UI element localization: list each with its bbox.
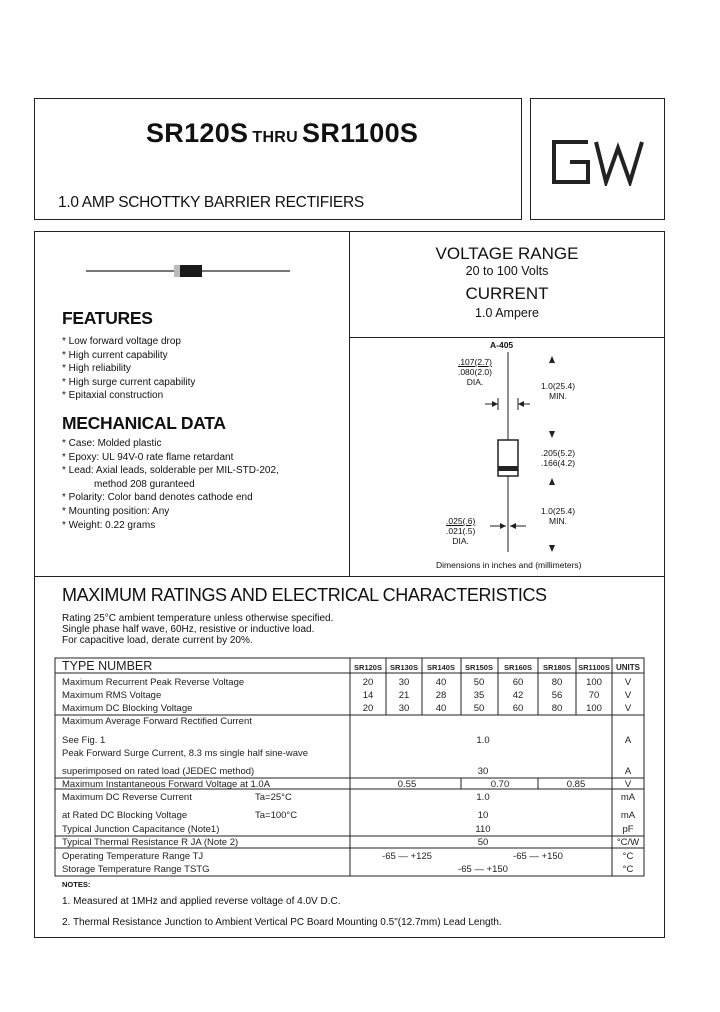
cell-unit: °C — [622, 851, 634, 862]
cell: 50 — [473, 677, 485, 688]
cell-unit: mA — [620, 810, 636, 821]
list-item: * Epoxy: UL 94V-0 rate flame retardant — [62, 451, 234, 463]
row-label: Typical Thermal Resistance R JA (Note 2) — [62, 837, 239, 848]
cell-unit: V — [624, 677, 632, 688]
row-label: Maximum Recurrent Peak Reverse Voltage — [62, 677, 245, 688]
note-1: 1. Measured at 1MHz and applied reverse voltage of 4.0V D.C. — [62, 896, 341, 907]
cell: 110 — [475, 824, 491, 835]
dim-text: .080(2.0) — [457, 367, 492, 377]
cell: 0.85 — [566, 779, 586, 790]
cell-unit: V — [624, 703, 632, 714]
note-line: Rating 25°C ambient temperature unless otherwise specified. — [62, 613, 334, 624]
cell: 30 — [398, 703, 410, 714]
cell: 100 — [586, 703, 602, 714]
cell: 1.0 — [476, 792, 490, 803]
cell-unit: mA — [620, 792, 636, 803]
cell: 80 — [551, 703, 563, 714]
cell: 0.55 — [397, 779, 417, 790]
list-item: * Lead: Axial leads, solderable per MIL-STD-202, — [62, 465, 279, 477]
cell-unit: A — [624, 735, 632, 746]
col-header: SR160S — [504, 663, 532, 672]
dim-text: .107(2.7) — [457, 357, 492, 367]
cell: 60 — [512, 703, 524, 714]
type-number-header: TYPE NUMBER — [62, 659, 153, 673]
cell: 100 — [586, 677, 602, 688]
current-title: CURRENT — [465, 284, 549, 303]
list-item: * Case: Molded plastic — [62, 438, 162, 449]
cell: -65 — +150 — [458, 864, 508, 875]
row-label: See Fig. 1 — [62, 735, 106, 746]
cell-unit: °C — [622, 864, 634, 875]
list-item: * Polarity: Color band denotes cathode end — [62, 492, 253, 504]
dim-text: MIN. — [549, 516, 567, 526]
cell-unit: A — [624, 766, 632, 777]
notes-heading: NOTES: — [62, 880, 91, 889]
list-item: * Epitaxial construction — [62, 390, 164, 402]
cell: 80 — [551, 677, 563, 688]
cell: 28 — [435, 690, 447, 701]
col-header: SR150S — [465, 663, 493, 672]
cell: 56 — [551, 690, 563, 701]
note-line: Single phase half wave, 60Hz, resistive or inductive load. — [62, 624, 315, 635]
row-label: Maximum DC Blocking Voltage — [62, 703, 193, 714]
cell-unit: V — [624, 779, 632, 790]
part-from: SR120S — [146, 118, 249, 148]
voltage-range-value: 20 to 100 Volts — [465, 264, 549, 278]
cell: 30 — [398, 677, 410, 688]
col-header: SR1100S — [578, 663, 610, 672]
row-label: Peak Forward Surge Current, 8.3 ms single half sine-wave — [62, 748, 309, 759]
cell: 30 — [477, 766, 489, 777]
col-header: SR130S — [390, 663, 418, 672]
dim-text: .025(.6) — [446, 516, 476, 526]
dim-text: 1.0(25.4) — [541, 506, 576, 516]
list-item: * Low forward voltage drop — [62, 336, 181, 347]
voltage-range-title: VOLTAGE RANGE — [435, 244, 579, 263]
page-subtitle: 1.0 AMP SCHOTTKY BARRIER RECTIFIERS — [58, 194, 364, 211]
cell: 70 — [588, 690, 600, 701]
col-header: SR140S — [427, 663, 455, 672]
cell: 60 — [512, 677, 524, 688]
cell-unit: pF — [622, 824, 634, 835]
dim-text: .166(4.2) — [541, 458, 576, 468]
current-value: 1.0 Ampere — [475, 306, 539, 320]
part-to: SR1100S — [302, 118, 419, 148]
max-ratings-title: MAXIMUM RATINGS AND ELECTRICAL CHARACTERISTICS — [62, 585, 547, 605]
package-name: A-405 — [490, 340, 514, 350]
row-label: Maximum Average Forward Rectified Current — [62, 716, 252, 727]
row-label: Maximum DC Reverse Current — [62, 792, 192, 803]
cell: 14 — [362, 690, 374, 701]
note-2: 2. Thermal Resistance Junction to Ambient Vertical PC Board Mounting 0.5"(12.7mm) Lead Length. — [62, 917, 502, 928]
cell-unit: °C/W — [616, 837, 640, 848]
col-header: SR120S — [354, 663, 382, 672]
dim-text: .205(5.2) — [541, 448, 576, 458]
features-heading: FEATURES — [62, 308, 153, 328]
dimensions-footnote: Dimensions in inches and (millimeters) — [436, 560, 582, 570]
cell: 50 — [477, 837, 489, 848]
row-label: at Rated DC Blocking Voltage — [62, 810, 188, 821]
cell: 10 — [477, 810, 489, 821]
row-label: superimposed on rated load (JEDEC method) — [62, 766, 255, 777]
cell: 50 — [473, 703, 485, 714]
thru-label: THRU — [252, 129, 299, 146]
cell: 21 — [398, 690, 410, 701]
cell: 20 — [362, 677, 374, 688]
cell: 0.70 — [490, 779, 510, 790]
row-label: Typical Junction Capacitance (Note1) — [62, 824, 220, 835]
units-header: UNITS — [616, 663, 640, 672]
dim-text: DIA. — [466, 377, 484, 387]
dim-text: .021(.5) — [446, 526, 476, 536]
cell-unit: V — [624, 690, 632, 701]
cell: 40 — [435, 677, 447, 688]
row-label: Maximum RMS Voltage — [62, 690, 162, 701]
dim-text: MIN. — [549, 391, 567, 401]
dim-text: 1.0(25.4) — [541, 381, 576, 391]
cell: 40 — [435, 703, 447, 714]
cell: 1.0 — [476, 735, 490, 746]
row-label: Maximum Instantaneous Forward Voltage at 1.0A — [62, 779, 271, 790]
cell: 35 — [473, 690, 485, 701]
list-item: * High surge current capability — [62, 376, 196, 388]
list-item: * High current capability — [62, 349, 168, 361]
cell: 42 — [512, 690, 524, 701]
row-condition: Ta=25°C — [255, 792, 292, 803]
row-label: Operating Temperature Range TJ — [62, 851, 204, 862]
list-item: * Weight: 0.22 grams — [62, 519, 156, 531]
cell: -65 — +150 — [513, 851, 563, 862]
col-header: SR180S — [543, 663, 571, 672]
cell: -65 — +125 — [382, 851, 432, 862]
note-line: For capacitive load, derate current by 20%. — [62, 635, 253, 646]
row-label: Storage Temperature Range TSTG — [62, 864, 210, 875]
mechanical-heading: MECHANICAL DATA — [62, 413, 226, 433]
cell: 20 — [362, 703, 374, 714]
list-item: * High reliability — [62, 363, 131, 375]
dim-text: DIA. — [452, 536, 469, 546]
row-condition: Ta=100°C — [255, 810, 298, 821]
list-item: * Mounting position: Any — [62, 505, 170, 517]
list-item: method 208 guranteed — [94, 478, 195, 490]
